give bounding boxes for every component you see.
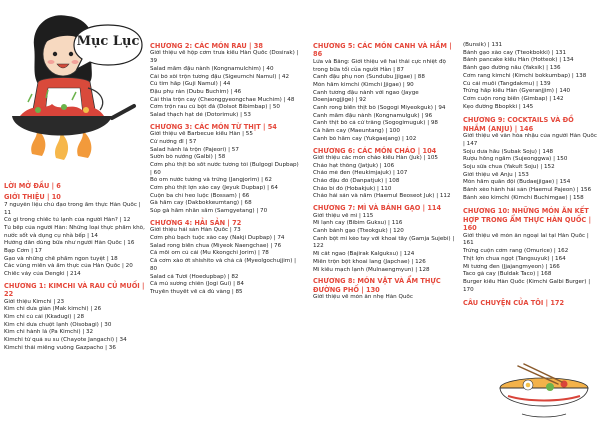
toc-entry: Cơm phủ thịt bò sốt nước tương tỏi (Bulgogi Dupbap) | 60	[150, 161, 299, 176]
toc-entry: Cơm cuộn rong biển (Gimbap) | 142	[463, 95, 564, 102]
chapter-heading: CHƯƠNG 4: HẢI SẢN | 72	[150, 218, 242, 227]
toc-entry: Cải thìa trộn cay (Cheonggyeongchae Muchim) | 48	[150, 96, 295, 103]
toc-entry: Cháo bí đỏ (Hobakjuk) | 110	[313, 185, 392, 192]
toc-entry: Món hầm kimchi (Kimchi Jjigae) | 90	[313, 81, 414, 88]
chapter-heading: CÂU CHUYỆN CỦA TÔI | 172	[463, 299, 565, 308]
toc-column-3	[313, 42, 461, 302]
toc-entry: Giới thiệu các món cháo kiểu Hàn (Juk) | 105	[313, 154, 438, 161]
toc-entry: Giới thiệu về hộp cơm trưa kiểu Hàn Quốc (Dosirak) | 39	[150, 50, 299, 65]
toc-entry: Canh rong biển thịt bò (Sogogi Miyeokguk) | 94	[313, 105, 446, 112]
toc-entry: Cơm trộn rau củ bột đá (Dolsot Bibimbap) | 50	[150, 104, 280, 111]
toc-entry: Giới thiệu về mì | 115	[313, 212, 374, 219]
toc-entry: Canh đậu phụ non (Sundubu Jjigae) | 88	[313, 74, 425, 81]
toc-entry: (Bunsik) | 131	[463, 42, 503, 48]
toc-entry: Gạo và những chế phẩm ngon tuyệt | 18	[4, 255, 118, 262]
toc-entry: Đậu phụ rán (Dubu Buchim) | 46	[150, 88, 242, 95]
toc-entry: Kẹo đường Bbopkki | 145	[463, 103, 534, 110]
toc-entry: Củ tim hấp (Guji Namul) | 44	[150, 81, 231, 88]
toc-entry: Bánh gạo xào cay (Tteokbokki) | 131	[463, 49, 567, 56]
toc-entry: Bò om nước tương và trứng (Jangjorim) | 62	[150, 177, 272, 184]
toc-entry: Canh bánh gạo (Tteokguk) | 120	[313, 227, 404, 234]
toc-entry: Giới thiệu Kimchi | 23	[4, 298, 65, 305]
toc-entry: Cháo mè đen (Heukimjajuk) | 107	[313, 170, 408, 177]
toc-entry: Giới thiệu hải sản Hàn Quốc | 73	[150, 227, 241, 234]
toc-entry: Kim chi dưa chuột lạnh (Oisobagi) | 30	[4, 321, 112, 328]
toc-entry: Tủ bếp của người Hàn: Những loại thực phẩm khô, nước sốt và dụng cụ nhà bếp | 14	[4, 224, 145, 239]
toc-entry: Giới thiệu về món ăn ngoại lai tại Hàn Quốc | 161	[463, 232, 589, 247]
toc-entry: Có gì trong chiếc tủ lạnh của người Hàn? | 12	[4, 217, 131, 224]
toc-column-2	[150, 42, 302, 297]
toc-entry: Kim chi hành lá (Pa Kimchi) | 32	[4, 329, 94, 336]
toc-entry: Giới thiệu về văn hóa nhậu của người Hàn Quốc | 147	[463, 133, 597, 147]
toc-entry: Bánh xèo hành hải sản (Haemul Pajeon) | 156	[463, 187, 592, 194]
toc-entry: Salad mầm đậu nành (Kongnamulchim) | 40	[150, 65, 274, 72]
toc-entry: Thịt lợn chua ngọt (Tangsuyuk) | 164	[463, 255, 566, 262]
toc-entry: Cháo hạt thông (Jatjuk) | 106	[313, 162, 395, 169]
chapter-heading: LỜI MỞ ĐẦU | 6	[4, 182, 61, 190]
toc-entry: Bánh gạo đường nâu (Yaksik) | 136	[463, 65, 561, 72]
toc-entry: Salad thạch hạt dẻ (Dotorimuk) | 53	[150, 112, 251, 119]
toc-entry: Bánh xèo kimchi (Kimchi Buchimgae) | 158	[463, 194, 584, 201]
toc-entry: Cừ nướng đĩ | 57	[150, 138, 197, 145]
toc-entry: Canh mầm đậu nành (Kongnamulguk) | 96	[313, 112, 433, 119]
toc-entry: Giới thiệu về Barbecue kiểu Hàn | 55	[150, 131, 253, 138]
noodle-bowl-icon	[488, 362, 596, 422]
toc-entry: Soju sữa chua (Yakult Soju) | 152	[463, 163, 555, 170]
toc-entry: Súp gà hầm nhân sâm (Samgyetang) | 70	[150, 208, 268, 215]
toc-entry: Cải bó xôi trộn tương đậu (Sigeumchi Namul) | 42	[150, 73, 290, 80]
toc-entry: Taco gà cay (Buldak Taco) | 168	[463, 271, 552, 278]
toc-entry: Giới thiệu về Anju | 153	[463, 171, 529, 178]
chapter-heading: CHƯƠNG 9: COCKTAILS VÀ ĐỒ NHẮM (ANJU) | 146	[463, 116, 574, 133]
toc-entry: Cháo đậu đỏ (Danpatjuk) | 108	[313, 178, 400, 185]
toc-entry: Canh tương đậu nành với ngao (Jayge Doenjangjjige) | 92	[313, 89, 419, 104]
toc-entry: Món hầm quân đội (Budaejjigae) | 154	[463, 179, 571, 186]
toc-entry: Cháo hải sản và nấm (Haemul Beoseot Juk) | 112	[313, 193, 451, 200]
toc-entry: Canh bột mì kéo tay với khoai tây (Gamja Sujebi) | 122	[313, 235, 455, 250]
toc-entry: Kimchi thái miếng vuông Gazpacho | 36	[4, 344, 116, 351]
title-bubble	[71, 21, 145, 71]
toc-entry: Sườn bò nướng (Galbi) | 58	[150, 154, 226, 161]
toc-entry: Củ cải muối (Tangdakmu) | 139	[463, 80, 551, 87]
chapter-heading: CHƯƠNG 3: CÁC MÓN TỪ THỊT | 54	[150, 122, 277, 131]
toc-entry: Kimchi từ quả su su (Chayote Jangachi) | 34	[4, 337, 127, 344]
toc-entry: Cơm phủ thịt lợn xào cay (Jeyuk Dupbap) | 64	[150, 185, 278, 192]
toc-entry: Salad cá Tươi (Hoedupbap) | 82	[150, 273, 239, 280]
toc-entry: Cá hầm cay (Maeuntang) | 100	[313, 128, 400, 135]
toc-entry: Bạp Cơm | 17	[4, 248, 42, 255]
toc-entry: Cá mối om củ cải (Mu Kkongchi Jorim) | 78	[150, 250, 269, 257]
toc-entry: Rượu hỗng ngâm (Sujeonggwa) | 150	[463, 156, 568, 163]
toc-entry: Cơm rang kimchi (Kimchi bokkumbap) | 138	[463, 72, 587, 79]
toc-entry: 7 nguyên liệu chủ đạo trong ẩm thực Hàn Quốc | 11	[4, 201, 141, 216]
chapter-heading: CHƯƠNG 8: MÓN VẶT VÀ ẨM THỰC ĐƯỜNG PHỐ | 130	[313, 277, 441, 294]
chapter-heading: CHƯƠNG 2: CÁC MÓN RAU | 38	[150, 42, 263, 50]
toc-entry: Mì tương đen (Jjajangmyeon) | 166	[463, 263, 560, 270]
toc-entry: Mì lạnh cay (Bibim Guksu) | 116	[313, 220, 403, 227]
chapter-heading: CHƯƠNG 10: NHỮNG MÓN ĂN KẾT HỢP TRONG ẨM THỰC HÀN QUỐC | 160	[463, 207, 591, 233]
toc-entry: Mì kiều mạch lạnh (Mulnaengmyun) | 128	[313, 266, 430, 273]
toc-entry: Hướng dẫn dùng bữa như người Hàn Quốc | 16	[4, 240, 135, 247]
toc-entry: Bánh pancake kiểu Hàn (Hotteok) | 134	[463, 57, 574, 64]
toc-entry: Giới thiệu về món ăn nhẹ Hàn Quốc	[313, 294, 413, 301]
chapter-heading: CHƯƠNG 1: KIMCHI VÀ RAU CỦ MUỐI | 22	[4, 281, 145, 299]
toc-entry: Kim chi dưa giản (Mak kimchi) | 26	[4, 306, 102, 313]
chapter-heading: GIỚI THIỆU | 10	[4, 193, 61, 202]
toc-entry: Cá mú sương chiên (Jogi Gui) | 84	[150, 281, 244, 288]
toc-entry: Soju dưa hấu (Subak Soju) | 148	[463, 148, 554, 155]
toc-entry: Chiếc váy của Dengki | 214	[4, 271, 81, 278]
toc-entry: Trứng cuộn cơm rang (Omurice) | 162	[463, 248, 569, 255]
toc-entry: Kim chi củ cải (Kkadugi) | 28	[4, 314, 84, 321]
toc-entry: Cuộn ba chỉ heo luộc (Bossam) | 66	[150, 192, 250, 199]
toc-entry: Truyền thuyết về cá đù vàng | 85	[150, 288, 243, 295]
toc-entry: Salad rong biển chua (Miyeok Naengchae) | 76	[150, 242, 282, 249]
toc-entry: Các vùng miền và ẩm thực của Hàn Quốc | 20	[4, 263, 133, 270]
toc-entry: Miến trộn bột khoai lang (Japchae) | 126	[313, 258, 426, 265]
toc-entry: Canh bò hầm cay (Yukgaejang) | 102	[313, 135, 417, 142]
toc-column-1	[4, 182, 145, 353]
toc-entry: Mì cắt ngao (Bajirak Kalguksu) | 124	[313, 251, 415, 258]
toc-entry: Burger kiểu Hàn Quốc (Kimchi Galbi Burger) | 170	[463, 278, 591, 293]
toc-entry: Cơm phủ bạch tuộc xào cay (Nakji Dupbap) | 74	[150, 234, 285, 241]
toc-entry: Salad hành lá trộn (Pajeori) | 57	[150, 146, 239, 153]
toc-entry: Gà hầm cay (Dakbokkeumtang) | 68	[150, 200, 252, 207]
page-title: Mục Lục	[76, 34, 140, 49]
toc-entry: Trứng hấp kiểu Hàn (Gyeranjjim) | 140	[463, 88, 571, 95]
chapter-heading: CHƯƠNG 5: CÁC MÓN CANH VÀ HẦM | 86	[313, 42, 452, 59]
toc-entry: Lửa và Băng: Giới thiệu về hai thái cực nhiệt độ trong bữa tối của người Hàn | 87	[313, 58, 446, 73]
toc-column-4	[463, 42, 598, 308]
chapter-heading: CHƯƠNG 6: CÁC MÓN CHÁO | 104	[313, 146, 437, 155]
toc-entry: Canh thịt bò cả cứ trắng (Sogogimuguk) | 98	[313, 120, 438, 127]
toc-entry: Cá cơm xào ớt shishito và chả cá (Myeolgochujjim) | 80	[150, 258, 297, 272]
chapter-heading: CHƯƠNG 7: MÌ VÀ BÁNH GẠO | 114	[313, 204, 442, 213]
